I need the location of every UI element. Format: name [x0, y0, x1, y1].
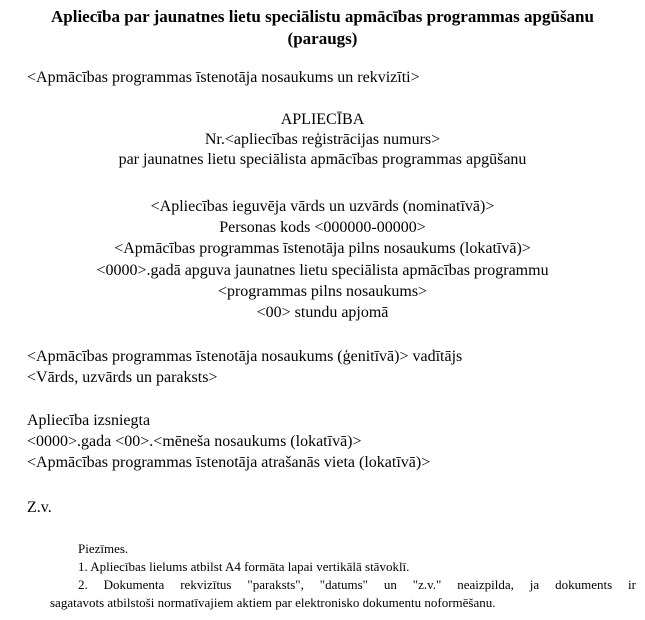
- program-name: <programmas pilns nosaukums>: [217, 283, 428, 300]
- notes-title: Piezīmes.: [78, 541, 129, 556]
- cert-subject: par jaunatnes lietu speciālista apmācības programmas apgūšanu: [118, 151, 527, 168]
- issued-label: Apliecība izsniegta: [27, 412, 151, 429]
- note-2-line-1: 2. Dokumenta rekvizītus "paraksts", "datums" un "z.v." neaizpilda, ja dokuments ir: [78, 577, 636, 592]
- completion-year-line: <0000>.gadā apguva jaunatnes lietu speciālista apmācības programmu: [96, 262, 549, 279]
- document-title: Apliecība par jaunatnes lietu speciālistu apmācības programmas apgūšanu: [51, 7, 594, 26]
- document-subtitle: (paraugs): [287, 29, 358, 48]
- seal-mark: Z.v.: [27, 499, 52, 516]
- issuer-full-name: <Apmācības programmas īstenotāja pilns nosaukums (lokatīvā)>: [114, 240, 531, 257]
- cert-number: Nr.<apliecības reģistrācijas numurs>: [204, 131, 441, 148]
- head-signature: <Vārds, uzvārds un paraksts>: [27, 369, 218, 386]
- cert-word: APLIECĪBA: [280, 111, 365, 128]
- note-1: 1. Apliecības lielums atbilst A4 formāta lapai vertikālā stāvoklī.: [78, 559, 410, 574]
- issued-date: <0000>.gada <00>.<mēneša nosaukums (lokatīvā)>: [27, 433, 362, 450]
- personal-code: Personas kods <000000-00000>: [219, 219, 426, 236]
- hours-line: <00> stundu apjomā: [256, 304, 389, 321]
- recipient-name: <Apliecības ieguvēja vārds un uzvārds (nominatīvā)>: [150, 198, 495, 215]
- head-line: <Apmācības programmas īstenotāja nosaukums (ģenitīvā)> vadītājs: [27, 348, 463, 365]
- note-2-line-2: sagatavots atbilstoši normatīvajiem aktiem par elektronisko dokumentu noformēšanu.: [50, 595, 496, 610]
- issued-place: <Apmācības programmas īstenotāja atrašanās vieta (lokatīvā)>: [27, 454, 431, 471]
- issuer-header: <Apmācības programmas īstenotāja nosaukums un rekvizīti>: [27, 69, 420, 86]
